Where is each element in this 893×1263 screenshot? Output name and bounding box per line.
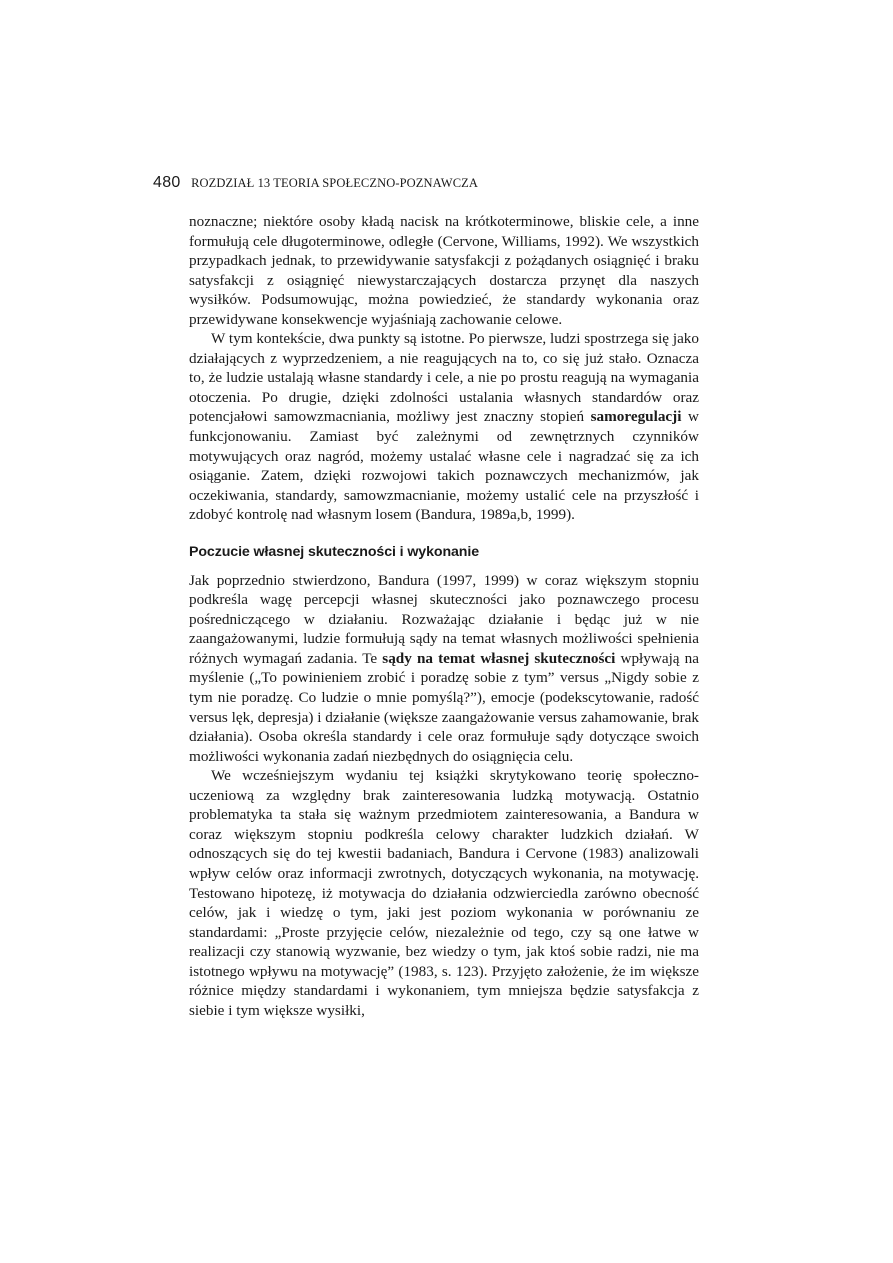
paragraph-self-regulation	[189, 329, 699, 524]
paragraph-text: w funkcjonowaniu. Zamiast być zależnymi od zewnętrznych czynników motywujących oraz nagród, możemy ustalać własne cele i nagradzać się za ich osiąganie. Zatem, dzięki rozwojowi takich poznawczych mechanizmów, jak oczekiwania, standardy, samowzmacnianie, możemy ustalić cele na przyszłość i zdobyć kontrolę nad własnym losem (Bandura, 1989a,b, 1999).	[189, 408, 699, 524]
key-term-self-efficacy-judgments: sądy na temat własnej skuteczności	[382, 649, 616, 667]
running-head	[153, 174, 478, 192]
paragraph-self-efficacy	[189, 571, 699, 766]
section-heading: Poczucie własnej skuteczności i wykonanie	[189, 543, 480, 560]
page-number: 480	[153, 174, 181, 191]
body-text	[189, 212, 699, 1020]
paragraph-motivation: We wcześniejszym wydaniu tej książki skrytykowano teorię społeczno-uczeniową za względny brak zainteresowania ludzką motywacją. Ostatnio problematyka ta stała się ważnym przedmiotem zainteresowania, a Bandura w coraz większym stopniu podkreśla celowy charakter ludzkich działań. W odnoszących się do tej kwestii badaniach, Bandura i Cervone (1983) analizowali wpływ celów oraz informacji zwrotnych, dotyczących wykonania, na motywację. Testowano hipotezę, iż motywacja do działania odzwierciedla zarówno obecność celów, jak i wiedzę o tym, jaki jest poziom wykonania w porównaniu ze standardami: „Proste przyjęcie celów, niezależnie od tego, czy są one łatwe w realizacji czy stanowią wyzwanie, bez wiedzy o tym, jak ktoś sobie radzi, nie ma istotnego wpływu na motywację” (1983, s. 123). Przyjęto założenie, że im większe różnice między standardami i wykonaniem, tym mniejsza będzie satysfakcja z siebie i tym większe wysiłki,	[189, 767, 699, 1019]
paragraph-text: W tym kontekście, dwa punkty są istotne. Po pierwsze, ludzi spostrzega się jako działających z wyprzedzeniem, a nie reagujących na to, co się już stało. Oznacza to, że ludzie ustalają własne standardy i cele, a nie po prostu reagują na wymagania otoczenia. Po drugie, dzięki zdolności ustalania własnych standardów oraz potencjałowi samowzmacniania, możliwy jest znaczny stopień	[189, 330, 699, 426]
key-term-self-regulation: samoregulacji	[590, 408, 682, 426]
paragraph-continuation: noznaczne; niektóre osoby kładą nacisk na krótkoterminowe, bliskie cele, a inne formułują cele długoterminowe, odległe (Cervone, Williams, 1992). We wszystkich przypadkach jednak, to przewidywanie satysfakcji z pożądanych osiągnięć i braku satysfakcji z osiągnięć niewystarczających dostarcza przynęt dla naszych wysiłków. Podsumowując, można powiedzieć, że standardy wykonania oraz przewidywane konsekwencje wyjaśniają zachowanie celowe.	[189, 213, 699, 328]
chapter-title: ROZDZIAŁ 13 TEORIA SPOŁECZNO-POZNAWCZA	[191, 176, 478, 190]
paragraph-text: Jak poprzednio stwierdzono, Bandura (1997, 1999) w coraz większym stopniu podkreśla wagę percepcji własnej skuteczności jako poznawczego procesu pośredniczącego w działaniu. Rozważając działanie i będąc już w nie zaangażowanymi, ludzie formułują sądy na temat własnych możliwości spełnienia różnych wymagań zadania. Te	[189, 571, 699, 667]
paragraph-text: wpływają na myślenie („To powinieniem zrobić i poradzę sobie z tym” versus „Nigdy sobie z tym nie poradzę. Co ludzie o mnie pomyślą?”), emocje (podekscytowanie, radość versus lęk, depresja) i działanie (większe zaangażowanie versus zahamowanie, brak działania). Osoba określa standardy i cele oraz formułuje sądy dotyczące swoich możliwości wykonania zadań niezbędnych do osiągnięcia celu.	[189, 649, 699, 765]
